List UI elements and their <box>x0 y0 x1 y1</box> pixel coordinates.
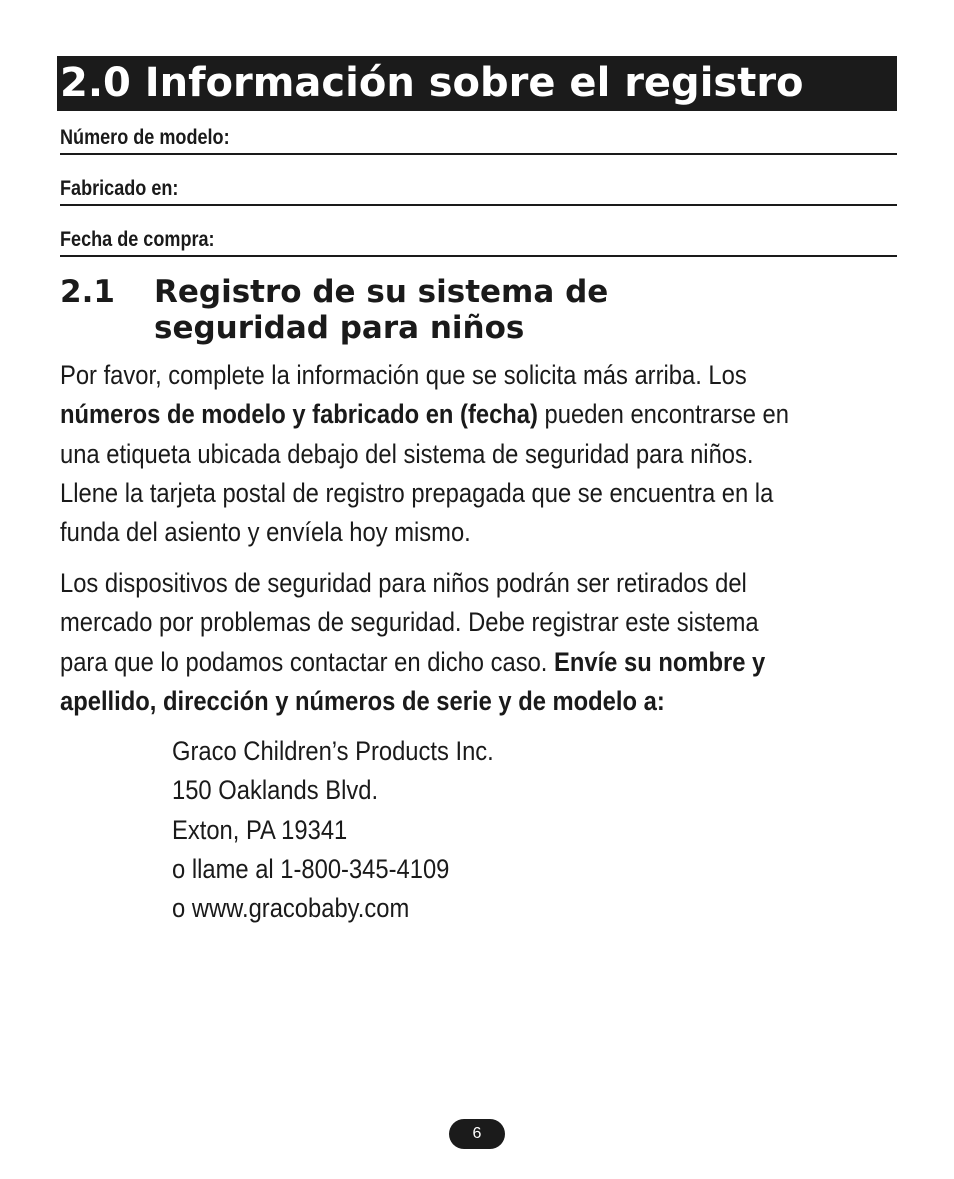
paragraph-line <box>60 682 817 721</box>
address-city: Exton, PA 19341 <box>172 814 348 845</box>
recall-paragraph <box>60 564 920 721</box>
bold-phrase: números de modelo y fabricado en (fecha) <box>60 399 538 430</box>
model-number-field <box>60 121 897 155</box>
manufactured-in-label: Fabricado en: <box>60 177 179 200</box>
paragraph-line: Llene la tarjeta postal de registro prepagada que se encuentra en la <box>60 477 774 508</box>
paragraph-line: una etiqueta ubicada debajo del sistema de seguridad para niños. <box>60 438 754 469</box>
subsection-title-line1: Registro de su sistema de <box>154 274 609 310</box>
paragraph-line: mercado por problemas de seguridad. Debe registrar este sistema <box>60 607 759 638</box>
paragraph-line: Los dispositivos de seguridad para niños podrán ser retirados del <box>60 568 747 598</box>
paragraph-line: funda del asiento y envíela hoy mismo. <box>60 517 471 548</box>
subsection-heading <box>60 274 608 346</box>
subsection-number: 2.1 <box>60 274 115 310</box>
model-number-label: Número de modelo: <box>60 126 230 149</box>
purchase-date-label: Fecha de compra: <box>60 228 215 251</box>
mailing-address <box>172 732 538 928</box>
address-company: Graco Children’s Products Inc. <box>172 736 494 766</box>
address-phone: o llame al 1-800-345-4109 <box>172 853 450 884</box>
bold-phrase: Envíe su nombre y <box>553 646 766 677</box>
paragraph-text: para que lo podamos contactar en dicho caso. <box>60 646 554 677</box>
paragraph-text: pueden encontrarse en <box>537 399 789 430</box>
paragraph-line <box>60 395 817 434</box>
manufactured-in-field <box>60 172 897 206</box>
address-street: 150 Oaklands Blvd. <box>172 775 379 806</box>
page-number-badge: 6 <box>449 1119 505 1149</box>
bold-phrase: apellido, dirección y números de serie y de modelo a: <box>60 685 665 716</box>
subsection-title-line2: seguridad para niños <box>154 310 525 346</box>
purchase-date-field <box>60 223 897 257</box>
registration-paragraph <box>60 356 920 552</box>
paragraph-line <box>60 643 817 682</box>
section-title: 2.0 Información sobre el registro <box>57 56 897 111</box>
address-website: o www.gracobaby.com <box>172 893 410 924</box>
paragraph-line: Por favor, complete la información que se solicita más arriba. Los <box>60 360 747 390</box>
